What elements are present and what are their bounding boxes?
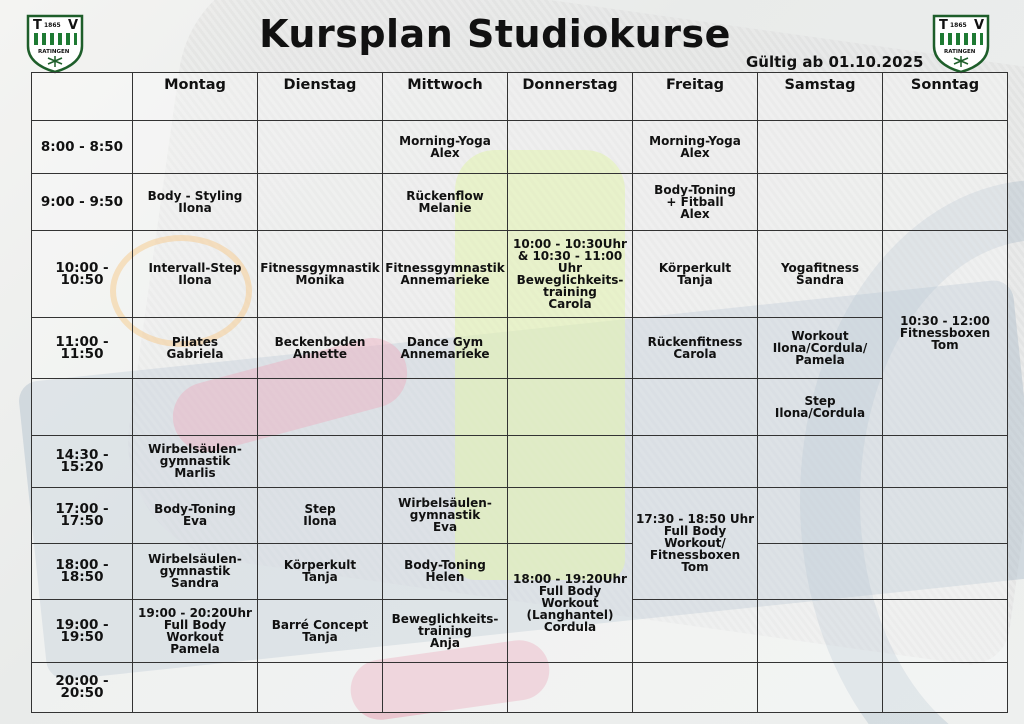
course-text: Wirbelsäulen- gymnastik Eva — [398, 496, 492, 535]
day-header-tuesday: Dienstag — [258, 73, 383, 121]
course-cell — [133, 599, 258, 662]
table-row — [32, 662, 1008, 712]
course-cell — [383, 435, 508, 487]
course-text: Wirbelsäulen- gymnastik Marlis — [148, 442, 242, 481]
course-cell — [133, 231, 258, 318]
course-cell — [508, 174, 633, 231]
course-cell — [383, 599, 508, 662]
logo-letter-v: V — [974, 18, 985, 33]
course-text: 17:30 - 18:50 Uhr Full Body Workout/ Fitnessboxen Tom — [635, 512, 755, 575]
day-header-monday: Montag — [133, 73, 258, 121]
logo-city: RATINGEN — [944, 49, 976, 55]
course-cell — [383, 231, 508, 318]
course-text: Body-Toning + Fitball Alex — [654, 183, 736, 222]
course-cell — [883, 599, 1008, 662]
course-text: Body - Styling Ilona — [147, 189, 243, 216]
time-label: 17:00 - 17:50 — [32, 487, 133, 543]
course-text: Fitnessgymnastik Annemarieke — [385, 261, 505, 288]
course-cell — [383, 318, 508, 379]
course-text: Körperkult Tanja — [283, 558, 357, 585]
course-cell — [758, 435, 883, 487]
course-cell — [133, 543, 258, 599]
course-cell — [883, 121, 1008, 174]
course-cell — [383, 543, 508, 599]
course-cell — [508, 318, 633, 379]
course-text: Beckenboden Annette — [274, 335, 366, 362]
time-label: 20:00 - 20:50 — [32, 662, 133, 712]
course-cell — [758, 231, 883, 318]
course-text: Morning-Yoga Alex — [649, 134, 741, 161]
course-cell — [383, 174, 508, 231]
course-cell — [258, 662, 383, 712]
course-cell — [633, 662, 758, 712]
course-cell — [133, 174, 258, 231]
course-cell — [883, 543, 1008, 599]
course-cell — [383, 487, 508, 543]
course-cell — [133, 318, 258, 379]
course-text: Dance Gym Annemarieke — [400, 335, 490, 362]
course-cell — [758, 662, 883, 712]
course-cell — [633, 487, 758, 599]
course-cell — [758, 379, 883, 435]
course-cell — [258, 318, 383, 379]
course-cell — [258, 174, 383, 231]
time-label — [32, 379, 133, 435]
course-cell — [883, 435, 1008, 487]
course-text: Yogafitness Sandra — [780, 261, 860, 288]
course-text: Fitnessgymnastik Monika — [260, 261, 380, 288]
course-cell — [258, 379, 383, 435]
course-cell — [758, 599, 883, 662]
course-text: Intervall-Step Ilona — [148, 261, 242, 288]
day-header-sunday: Sonntag — [883, 73, 1008, 121]
course-cell — [258, 435, 383, 487]
course-text: 10:30 - 12:00 Fitnessboxen Tom — [899, 313, 991, 352]
course-cell — [508, 379, 633, 435]
course-cell — [758, 121, 883, 174]
table-row — [32, 435, 1008, 487]
time-label: 11:00 - 11:50 — [32, 318, 133, 379]
course-text: Barré Concept Tanja — [271, 617, 369, 644]
course-cell — [633, 231, 758, 318]
course-text: Body-Toning Helen — [404, 558, 486, 585]
course-text: 10:00 - 10:30Uhr & 10:30 - 11:00 Uhr Beweglichkeits- training Carola — [513, 237, 627, 312]
course-cell — [258, 487, 383, 543]
table-row — [32, 487, 1008, 543]
course-cell — [133, 662, 258, 712]
course-text: Beweglichkeits- training Anja — [391, 611, 499, 650]
course-text: 18:00 - 19:20Uhr Full Body Workout (Langhantel) Cordula — [513, 571, 627, 634]
course-cell — [508, 543, 633, 662]
time-label: 9:00 - 9:50 — [32, 174, 133, 231]
course-cell — [883, 487, 1008, 543]
course-text: 19:00 - 20:20Uhr Full Body Workout Pamela — [138, 605, 252, 656]
table-row — [32, 231, 1008, 318]
table-row — [32, 543, 1008, 599]
course-text: Workout Ilona/Cordula/ Pamela — [772, 329, 868, 368]
course-cell — [508, 231, 633, 318]
course-cell — [758, 318, 883, 379]
day-header-friday: Freitag — [633, 73, 758, 121]
table-row — [32, 121, 1008, 174]
schedule-table — [31, 72, 1008, 713]
day-header-wednesday: Mittwoch — [383, 73, 508, 121]
day-header-saturday: Samstag — [758, 73, 883, 121]
course-cell — [633, 174, 758, 231]
course-cell — [258, 231, 383, 318]
course-text: Rückenflow Melanie — [406, 189, 484, 216]
course-cell — [633, 599, 758, 662]
course-cell — [508, 121, 633, 174]
course-text: Step Ilona/Cordula — [774, 393, 866, 420]
day-header-thursday: Donnerstag — [508, 73, 633, 121]
course-cell — [633, 121, 758, 174]
table-row — [32, 379, 1008, 435]
time-label: 19:00 - 19:50 — [32, 599, 133, 662]
time-label: 8:00 - 8:50 — [32, 121, 133, 174]
table-row — [32, 318, 1008, 379]
time-label: 14:30 - 15:20 — [32, 435, 133, 487]
course-text: Rückenfitness Carola — [647, 335, 743, 362]
course-cell — [883, 174, 1008, 231]
course-cell — [508, 487, 633, 543]
valid-from-date: Gültig ab 01.10.2025 — [746, 53, 924, 71]
logo-city: RATINGEN — [38, 49, 70, 55]
course-text: Pilates Gabriela — [166, 335, 224, 362]
course-cell — [258, 121, 383, 174]
logo-year: 1865 — [44, 22, 61, 29]
course-text: Body-Toning Eva — [154, 502, 236, 529]
logo-letter-v: V — [68, 18, 79, 33]
course-cell — [633, 318, 758, 379]
course-cell — [758, 174, 883, 231]
course-cell — [633, 379, 758, 435]
logo-letter-t: T — [33, 18, 42, 33]
course-cell — [758, 543, 883, 599]
header-row — [32, 73, 1008, 121]
course-cell — [133, 121, 258, 174]
course-cell — [508, 435, 633, 487]
page-title: Kursplan Studiokurse — [259, 12, 731, 56]
course-cell — [758, 487, 883, 543]
course-cell — [383, 662, 508, 712]
course-cell — [383, 121, 508, 174]
course-text: Step Ilona — [303, 502, 337, 529]
time-label: 10:00 - 10:50 — [32, 231, 133, 318]
course-cell — [133, 379, 258, 435]
course-cell — [133, 435, 258, 487]
course-cell — [258, 599, 383, 662]
course-cell — [133, 487, 258, 543]
course-cell — [633, 435, 758, 487]
course-cell — [258, 543, 383, 599]
logo-year: 1865 — [950, 22, 967, 29]
course-cell — [508, 662, 633, 712]
corner-cell — [32, 73, 133, 121]
course-cell — [883, 231, 1008, 435]
table-row — [32, 174, 1008, 231]
course-cell — [383, 379, 508, 435]
course-text: Körperkult Tanja — [658, 261, 732, 288]
course-cell — [883, 662, 1008, 712]
logo-letter-t: T — [939, 18, 948, 33]
time-label: 18:00 - 18:50 — [32, 543, 133, 599]
course-text: Wirbelsäulen- gymnastik Sandra — [148, 552, 242, 591]
course-text: Morning-Yoga Alex — [399, 134, 491, 161]
